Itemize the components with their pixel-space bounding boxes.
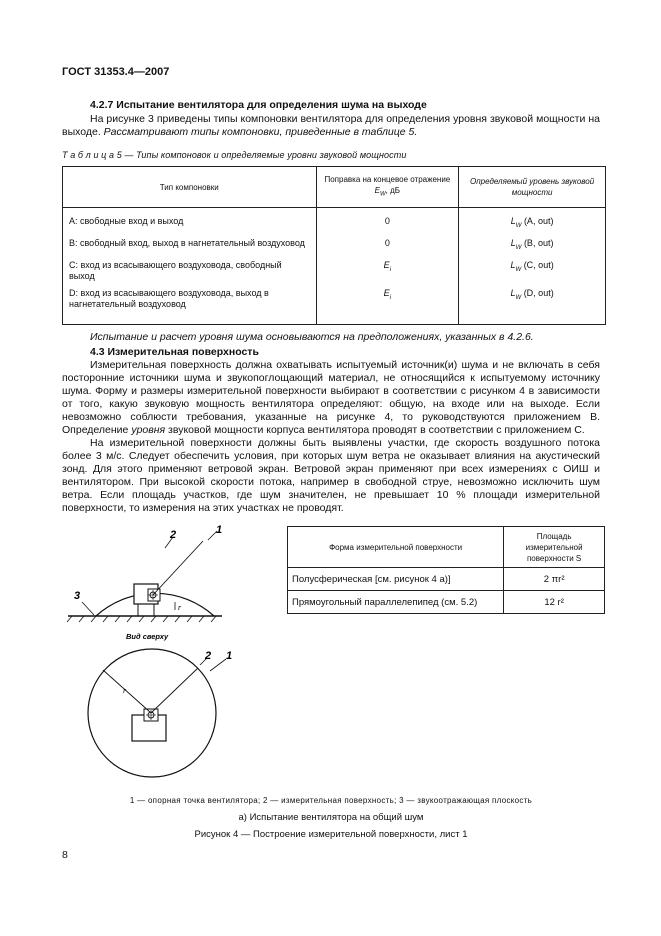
figure-4-drawing [60, 522, 300, 792]
lw-symbol: L [510, 216, 516, 226]
table5-header-correction-sub: W [380, 191, 386, 198]
radius-line-top [103, 670, 151, 713]
table5-cell-type: В: свободный вход, выход в нагнетательный воздуховод [63, 235, 317, 257]
label-1-side: 1 [216, 524, 223, 536]
section-43-p1-b: звуковой мощности корпуса вентилятора проводят в соответствии с приложением С. [165, 424, 585, 436]
lw-args: (D, out) [521, 287, 554, 298]
table5-caption: Т а б л и ц а 5 — Типы компоновок и определяемые уровни звуковой мощности [62, 150, 407, 160]
table5-cell-type: А: свободные вход и выход [63, 208, 317, 235]
lw-symbol: L [510, 259, 516, 270]
section-427-text [62, 113, 600, 139]
ei-sub: i [389, 266, 392, 273]
surface-area-cell: 2 πr² [504, 568, 605, 591]
lw-args: (C, out) [521, 259, 554, 270]
lw-sub: W [515, 294, 522, 301]
surface-shape-cell: Прямоугольный параллелепипед (см. 5.2) [288, 591, 504, 614]
section-43-p2-text: На измерительной поверхности должны быть выявлены участки, где скорость воздушного потока более 3 м/с. Следует обеспечить условия, при которых шум ветра не оказывает влияния на акустический зонд. Для этого применяют ветровой экран. Ветровой экран применяют при всех измерениях с ОИШ и вентилятором. При высокой скорости потока, например в свободной струе, невозможно исключить шум ветра. Если площадь участков, где шум значителен, не превышает 10 % площади измерительной поверхности, то измерения на этих участках не проводят. [62, 437, 600, 514]
surface-table-row [288, 568, 605, 591]
section-43-p1-italic: уровня [131, 424, 166, 436]
table5-cell-type: С: вход из всасывающего воздуховода, свободный выход [63, 257, 317, 285]
table5-header-type: Тип компоновки [63, 167, 317, 208]
ei-symbol: E [383, 287, 390, 298]
lw-symbol: L [510, 287, 516, 298]
radius-label-top: r [123, 686, 127, 695]
surface-area-cell: 12 r² [504, 591, 605, 614]
table5-header-correction [316, 167, 459, 208]
section-427-text-main: На рисунке 3 приведены типы компоновки вентилятора для определения уровня звуковой мощности на выходе. [62, 113, 600, 138]
lw-sub: W [515, 244, 522, 251]
lw-args: (B, out) [521, 237, 554, 248]
table5-row [63, 208, 606, 235]
table5-cell-correction: 0 [316, 235, 459, 257]
table5-cell-type: D: вход из всасывающего воздуховода, выход в нагнетательный воздуховод [63, 285, 317, 325]
table5-row [63, 235, 606, 257]
section-43-p1-a: Измерительная поверхность должна охватывать испытуемый источник(и) шума и не включать в себя посторонние источники шума и звукопоглощающий материал, не относящийся к испытуемому источнику шума. Форму и размеры измерительной поверхности выбирают в соответствии с рисунком 4 в зависимости от того, какую звуковую мощность вентилятора определяют: общую, на входе или на выходе. Если невозможно соблюсти требования, указанные на рисунке 4, то руководствуются приложением В. Определение [62, 359, 600, 436]
table5-cell-correction [316, 285, 459, 325]
table5-header-correction-unit: , дБ [385, 185, 401, 195]
label-3-side: 3 [74, 590, 81, 602]
table5-cell-level [459, 285, 606, 325]
table5-row [63, 285, 606, 325]
table5-header-level: Определяемый уровень звуковой мощности [459, 167, 606, 208]
label-2-top: 2 [205, 650, 212, 662]
lw-args: (A, out) [521, 216, 554, 226]
top-view-label: Вид сверху [126, 632, 169, 641]
table5-cell-level [459, 235, 606, 257]
table5-header-correction-symbol: E [374, 185, 380, 195]
table5-cell-correction [316, 257, 459, 285]
surface-shape-cell: Полусферическая [см. рисунок 4 а)] [288, 568, 504, 591]
surface-area-table [287, 526, 605, 614]
table5-cell-level [459, 208, 606, 235]
label-1-top: 1 [226, 650, 233, 662]
table5-row [63, 257, 606, 285]
table5-header-correction-text: Поправка на концевое отражение [324, 174, 451, 184]
table5-cell-level [459, 257, 606, 285]
figure-caption: Рисунок 4 — Построение измерительной поверхности, лист 1 [194, 829, 468, 840]
lw-sub: W [515, 266, 522, 273]
figure-legend: 1 — опорная точка вентилятора; 2 — измерительная поверхность; 3 — звукоотражающая плоскость [129, 796, 533, 805]
leader-line-top [151, 668, 198, 713]
lw-sub: W [515, 222, 522, 229]
radius-line [153, 541, 203, 595]
figure-subcaption: а) Испытание вентилятора на общий шум [238, 812, 424, 823]
ei-sub: i [389, 294, 392, 301]
surface-table-row [288, 591, 605, 614]
section-43-p2 [62, 437, 600, 515]
after-table-note-text: Испытание и расчет уровня шума основываются на предположениях, указанных в 4.2.6. [90, 331, 534, 343]
label-2-side: 2 [170, 529, 177, 541]
ground-hatching [67, 616, 216, 622]
after-table-note [62, 331, 600, 344]
surface-table-header-shape: Форма измерительной поверхности [288, 527, 504, 568]
surface-table-header-row [288, 527, 605, 568]
surface-table-header-area: Площадь измерительной поверхности S [504, 527, 605, 568]
lw-symbol: L [510, 237, 516, 248]
page-number: 8 [62, 849, 68, 861]
radius-label: r [178, 603, 182, 612]
table5-header-row [63, 167, 606, 208]
section-43-title: 4.3 Измерительная поверхность [90, 346, 259, 358]
table5 [62, 166, 606, 325]
section-427-text-italic: Рассматривают типы компоновки, приведенные в таблице 5. [103, 126, 418, 138]
section-427-title: 4.2.7 Испытание вентилятора для определения шума на выходе [90, 99, 427, 111]
standard-header: ГОСТ 31353.4—2007 [62, 66, 170, 78]
ei-symbol: E [383, 259, 390, 270]
table5-cell-correction: 0 [316, 208, 459, 235]
section-43-p1 [62, 359, 600, 437]
